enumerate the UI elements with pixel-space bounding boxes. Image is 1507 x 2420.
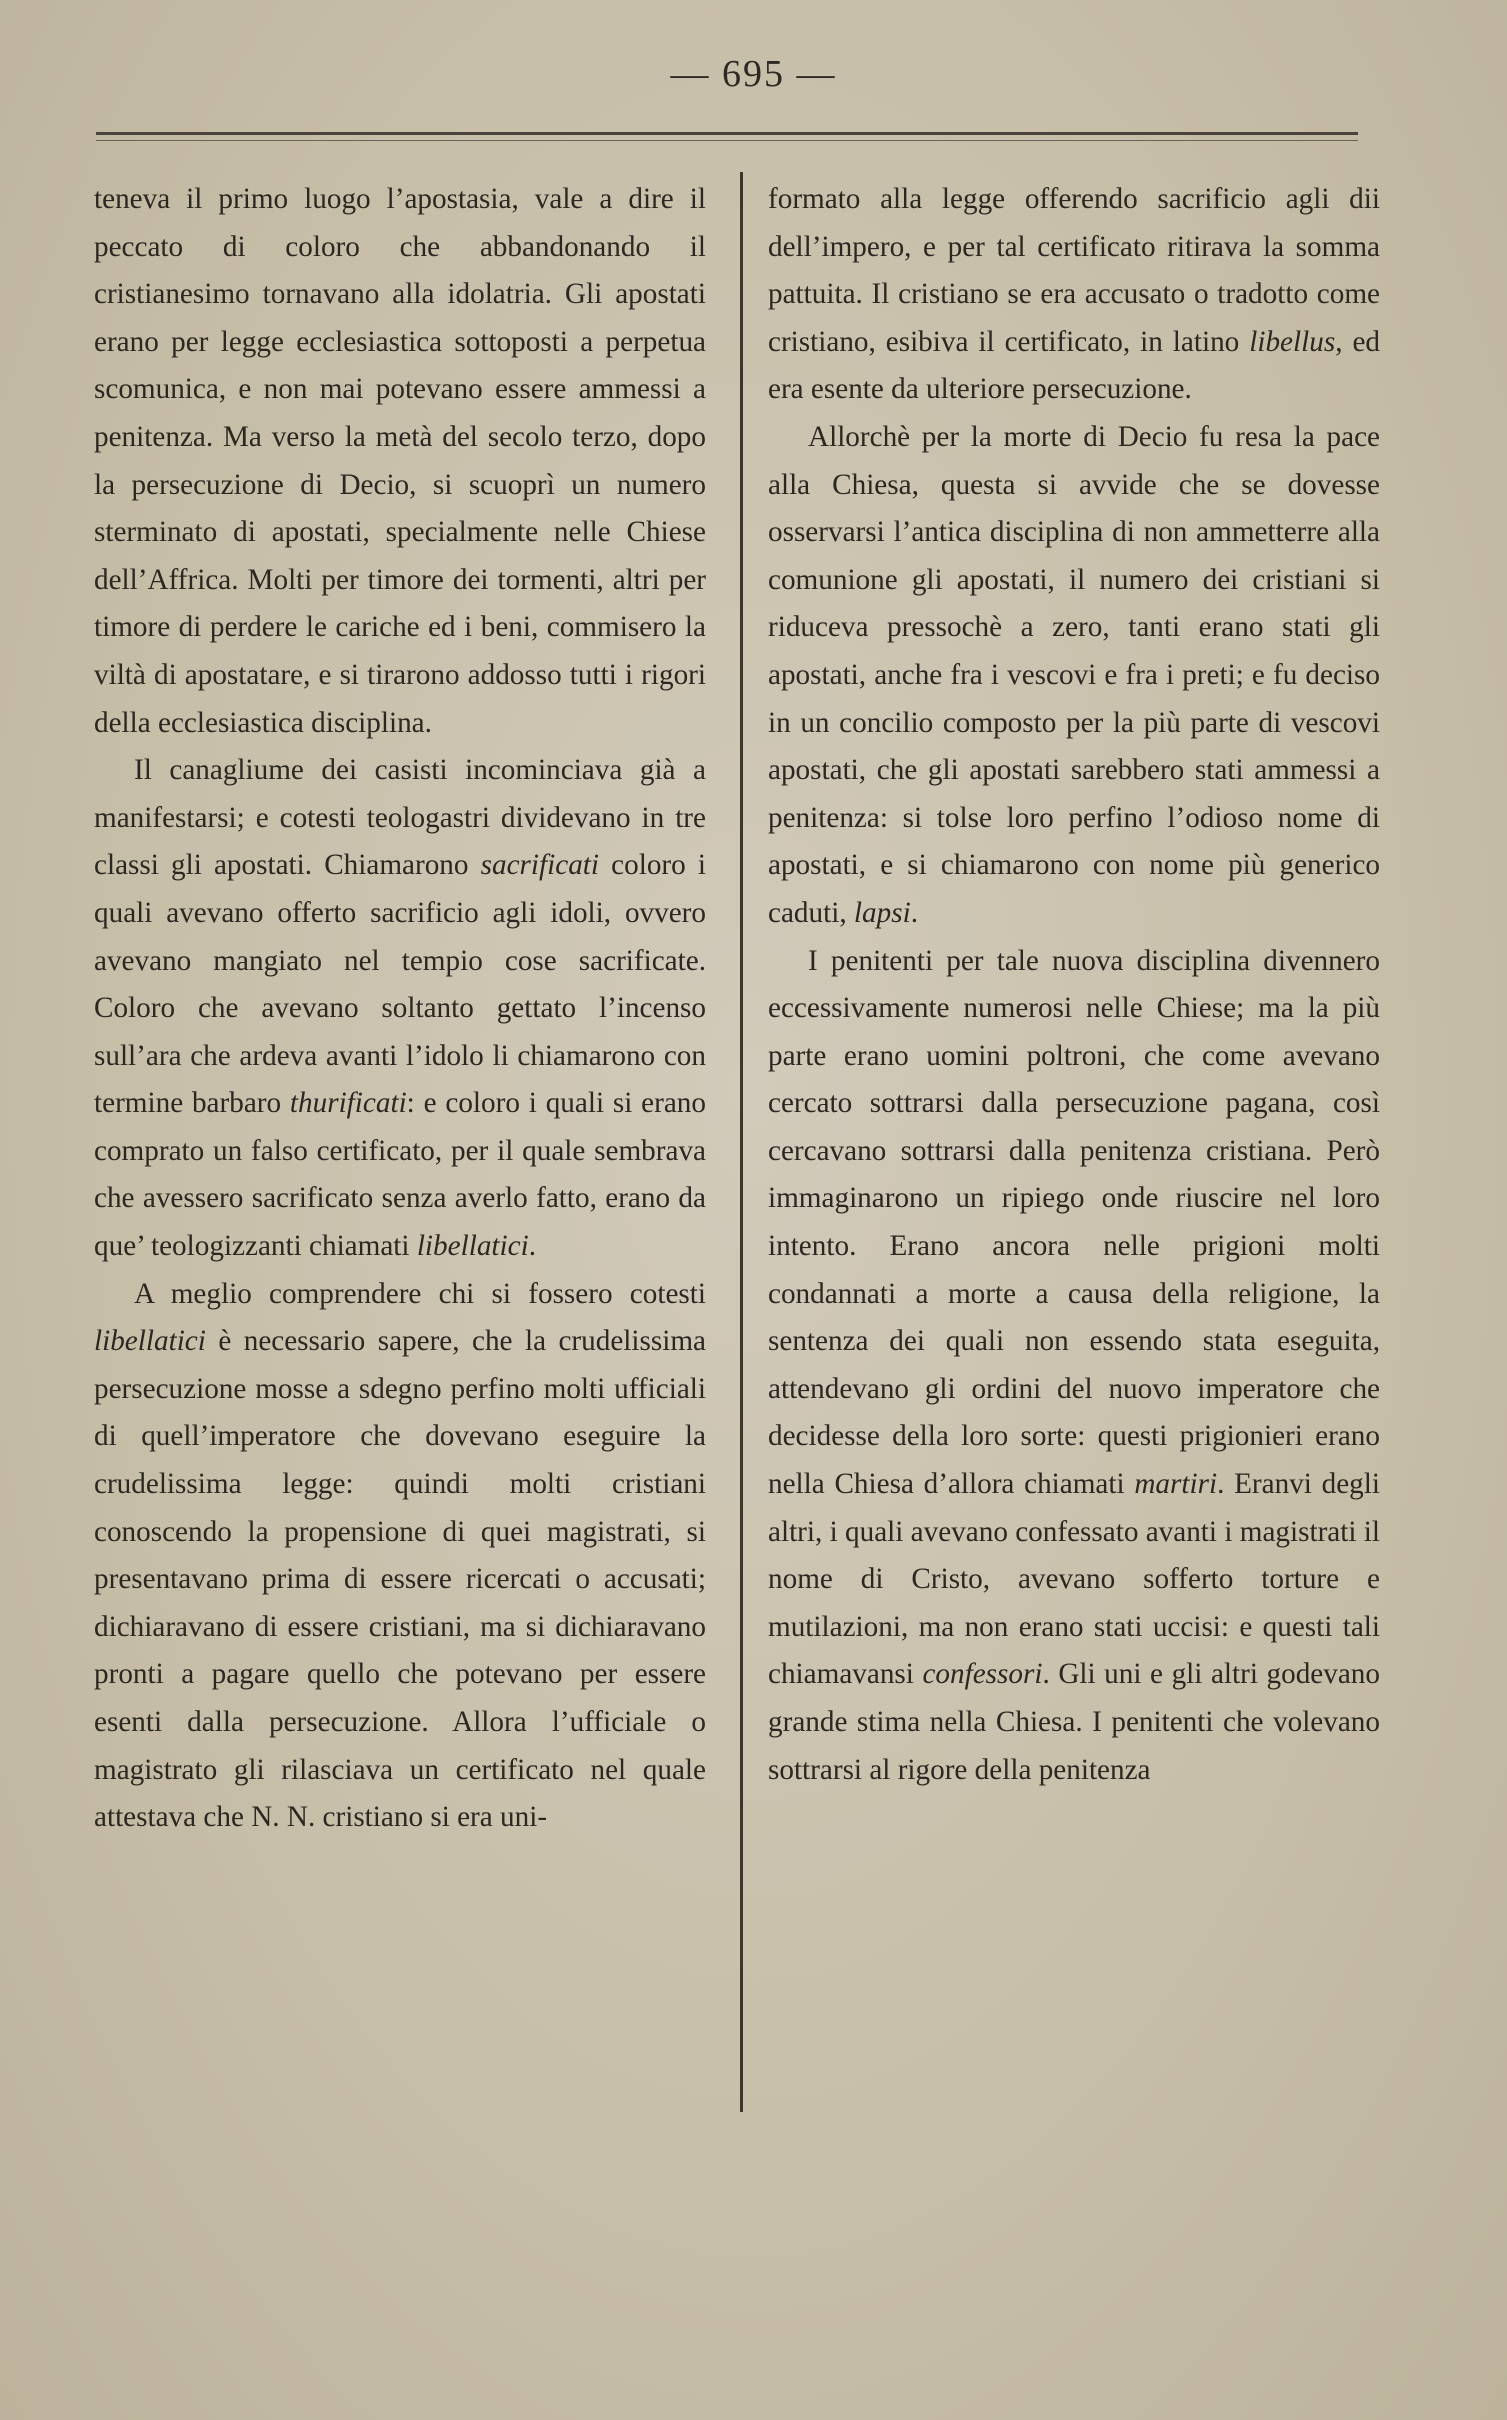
header-rule-thin — [96, 140, 1358, 141]
paragraph: formato alla legge offerendo sacrificio agli dii dell’impero, e per tal certificato ritirava la somma pattuita. Il cristiano se era accusato o tradotto come cristiano, esibiva il certificato, in latino libellus, ed era esente da ulteriore persecuzione. — [768, 183, 1380, 406]
paragraph: teneva il primo luogo l’apostasia, vale a dire il peccato di coloro che abbandonando il cristianesimo tornavano alla idolatria. Gli apostati erano per legge ecclesiastica sottoposti a perpetua scomunica, e non mai potevano essere ammessi a penitenza. Ma verso la metà del secolo terzo, dopo la persecuzione di Decio, si scuoprì un numero sterminato di apostati, specialmente nelle Chiese dell’Affrica. Molti per timore dei tormenti, altri per timore di perdere le cariche ed i beni, commisero la viltà di apostatare, e si tirarono addosso tutti i rigori della ecclesiastica disciplina. — [94, 183, 706, 739]
page-number: — 695 — — [670, 53, 837, 95]
left-column — [94, 176, 706, 1842]
paragraph: A meglio comprendere chi si fossero cotesti libellatici è necessario sapere, che la crudelissima persecuzione mosse a sdegno perfino molti ufficiali di quell’imperatore che dovevano eseguire la crudelissima legge: quindi molti cristiani conoscendo la propensione di quei magistrati, si presentavano prima di essere ricercati o accusati; dichiaravano di essere cristiani, ma si dichiaravano pronti a pagare quello che potevano per essere esenti dalla persecuzione. Allora l’ufficiale o magistrato gli rilasciava un certificato nel quale attestava che N. N. cristiano si era uni- — [94, 1277, 706, 1834]
column-divider — [740, 172, 743, 2112]
paragraph: I penitenti per tale nuova disciplina divennero eccessivamente numerosi nelle Chiese; ma la più parte erano uomini poltroni, che come avevano cercato sottrarsi dalla persecuzione pagana, così cercavano sottrarsi dalla penitenza cristiana. Però immaginarono un ripiego onde riuscire nel loro intento. Erano ancora nelle prigioni molti condannati a morte a causa della religione, la sentenza dei quali non essendo stata eseguita, attendevano gli ordini del nuovo imperatore che decidesse della loro sorte: questi prigionieri erano nella Chiesa d’allora chiamati martiri. Eranvi degli altri, i quali avevano confessato avanti i magistrati il nome di Cristo, avevano sofferto torture e mutilazioni, ma non erano stati uccisi: e questi tali chiamavansi confessori. Gli uni e gli altri godevano grande stima nella Chiesa. I penitenti che volevano sottrarsi al rigore della penitenza — [768, 944, 1380, 1786]
header-rule — [96, 132, 1358, 135]
paragraph: Il canagliume dei casisti incominciava già a manifestarsi; e cotesti teologastri dividevano in tre classi gli apostati. Chiamarono sacrificati coloro i quali avevano offerto sacrificio agli idoli, ovvero avevano mangiato nel tempio cose sacrificate. Coloro che avevano soltanto gettato l’incenso sull’ara che ardeva avanti l’idolo li chiamarono con termine barbaro thurificati: e coloro i quali si erano comprato un falso certificato, per il quale sembrava che avessero sacrificato senza averlo fatto, erano da que’ teologizzanti chiamati libellatici. — [94, 754, 706, 1263]
paragraph: Allorchè per la morte di Decio fu resa la pace alla Chiesa, questa si avvide che se dovesse osservarsi l’antica disciplina di non ammetterre alla comunione gli apostati, il numero dei cristiani si riduceva pressochè a zero, tanti erano stati gli apostati, anche fra i vescovi e fra i preti; e fu deciso in un concilio composto per la più parte di vescovi apostati, che gli apostati sarebbero stati ammessi a penitenza: si tolse loro perfino l’odioso nome di apostati, e si chiamarono con nome più generico caduti, lapsi. — [768, 420, 1380, 929]
right-column — [768, 176, 1380, 1794]
